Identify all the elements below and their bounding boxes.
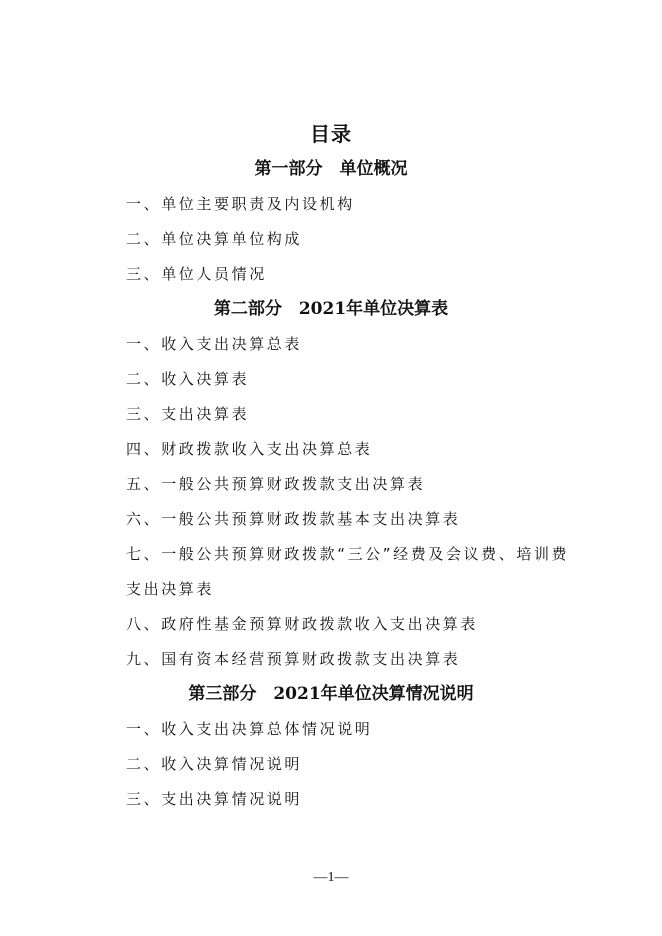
document-title: 目录 bbox=[310, 122, 352, 146]
toc-item: 二、收入决算表 bbox=[126, 370, 250, 388]
toc-item: 三、支出决算表 bbox=[126, 405, 250, 423]
section-heading-part-3: 第三部分 2021年单位决算情况说明 bbox=[188, 684, 474, 704]
toc-item: 一、单位主要职责及内设机构 bbox=[126, 195, 355, 213]
toc-item: 五、一般公共预算财政拨款支出决算表 bbox=[126, 475, 426, 493]
page-number: —1— bbox=[313, 870, 349, 885]
section-heading-part-2: 第二部分 2021年单位决算表 bbox=[213, 299, 449, 319]
toc-item: 八、政府性基金预算财政拨款收入支出决算表 bbox=[126, 615, 479, 633]
toc-item: 一、收入支出决算总表 bbox=[126, 335, 303, 353]
toc-item: 六、一般公共预算财政拨款基本支出决算表 bbox=[126, 510, 461, 528]
toc-item: 三、单位人员情况 bbox=[126, 265, 267, 283]
toc-item: 四、财政拨款收入支出决算总表 bbox=[126, 440, 373, 458]
toc-item: 二、收入决算情况说明 bbox=[126, 755, 303, 773]
toc-item: 九、国有资本经营预算财政拨款支出决算表 bbox=[126, 650, 461, 668]
toc-item: 一、收入支出决算总体情况说明 bbox=[126, 720, 373, 738]
toc-item: 二、单位决算单位构成 bbox=[126, 230, 303, 248]
toc-item: 三、支出决算情况说明 bbox=[126, 790, 303, 808]
toc-item: 七、一般公共预算财政拨款“三公”经费及会议费、培训费 bbox=[126, 545, 570, 563]
section-heading-part-1: 第一部分 单位概况 bbox=[254, 159, 408, 179]
toc-item-continuation: 支出决算表 bbox=[126, 580, 215, 598]
